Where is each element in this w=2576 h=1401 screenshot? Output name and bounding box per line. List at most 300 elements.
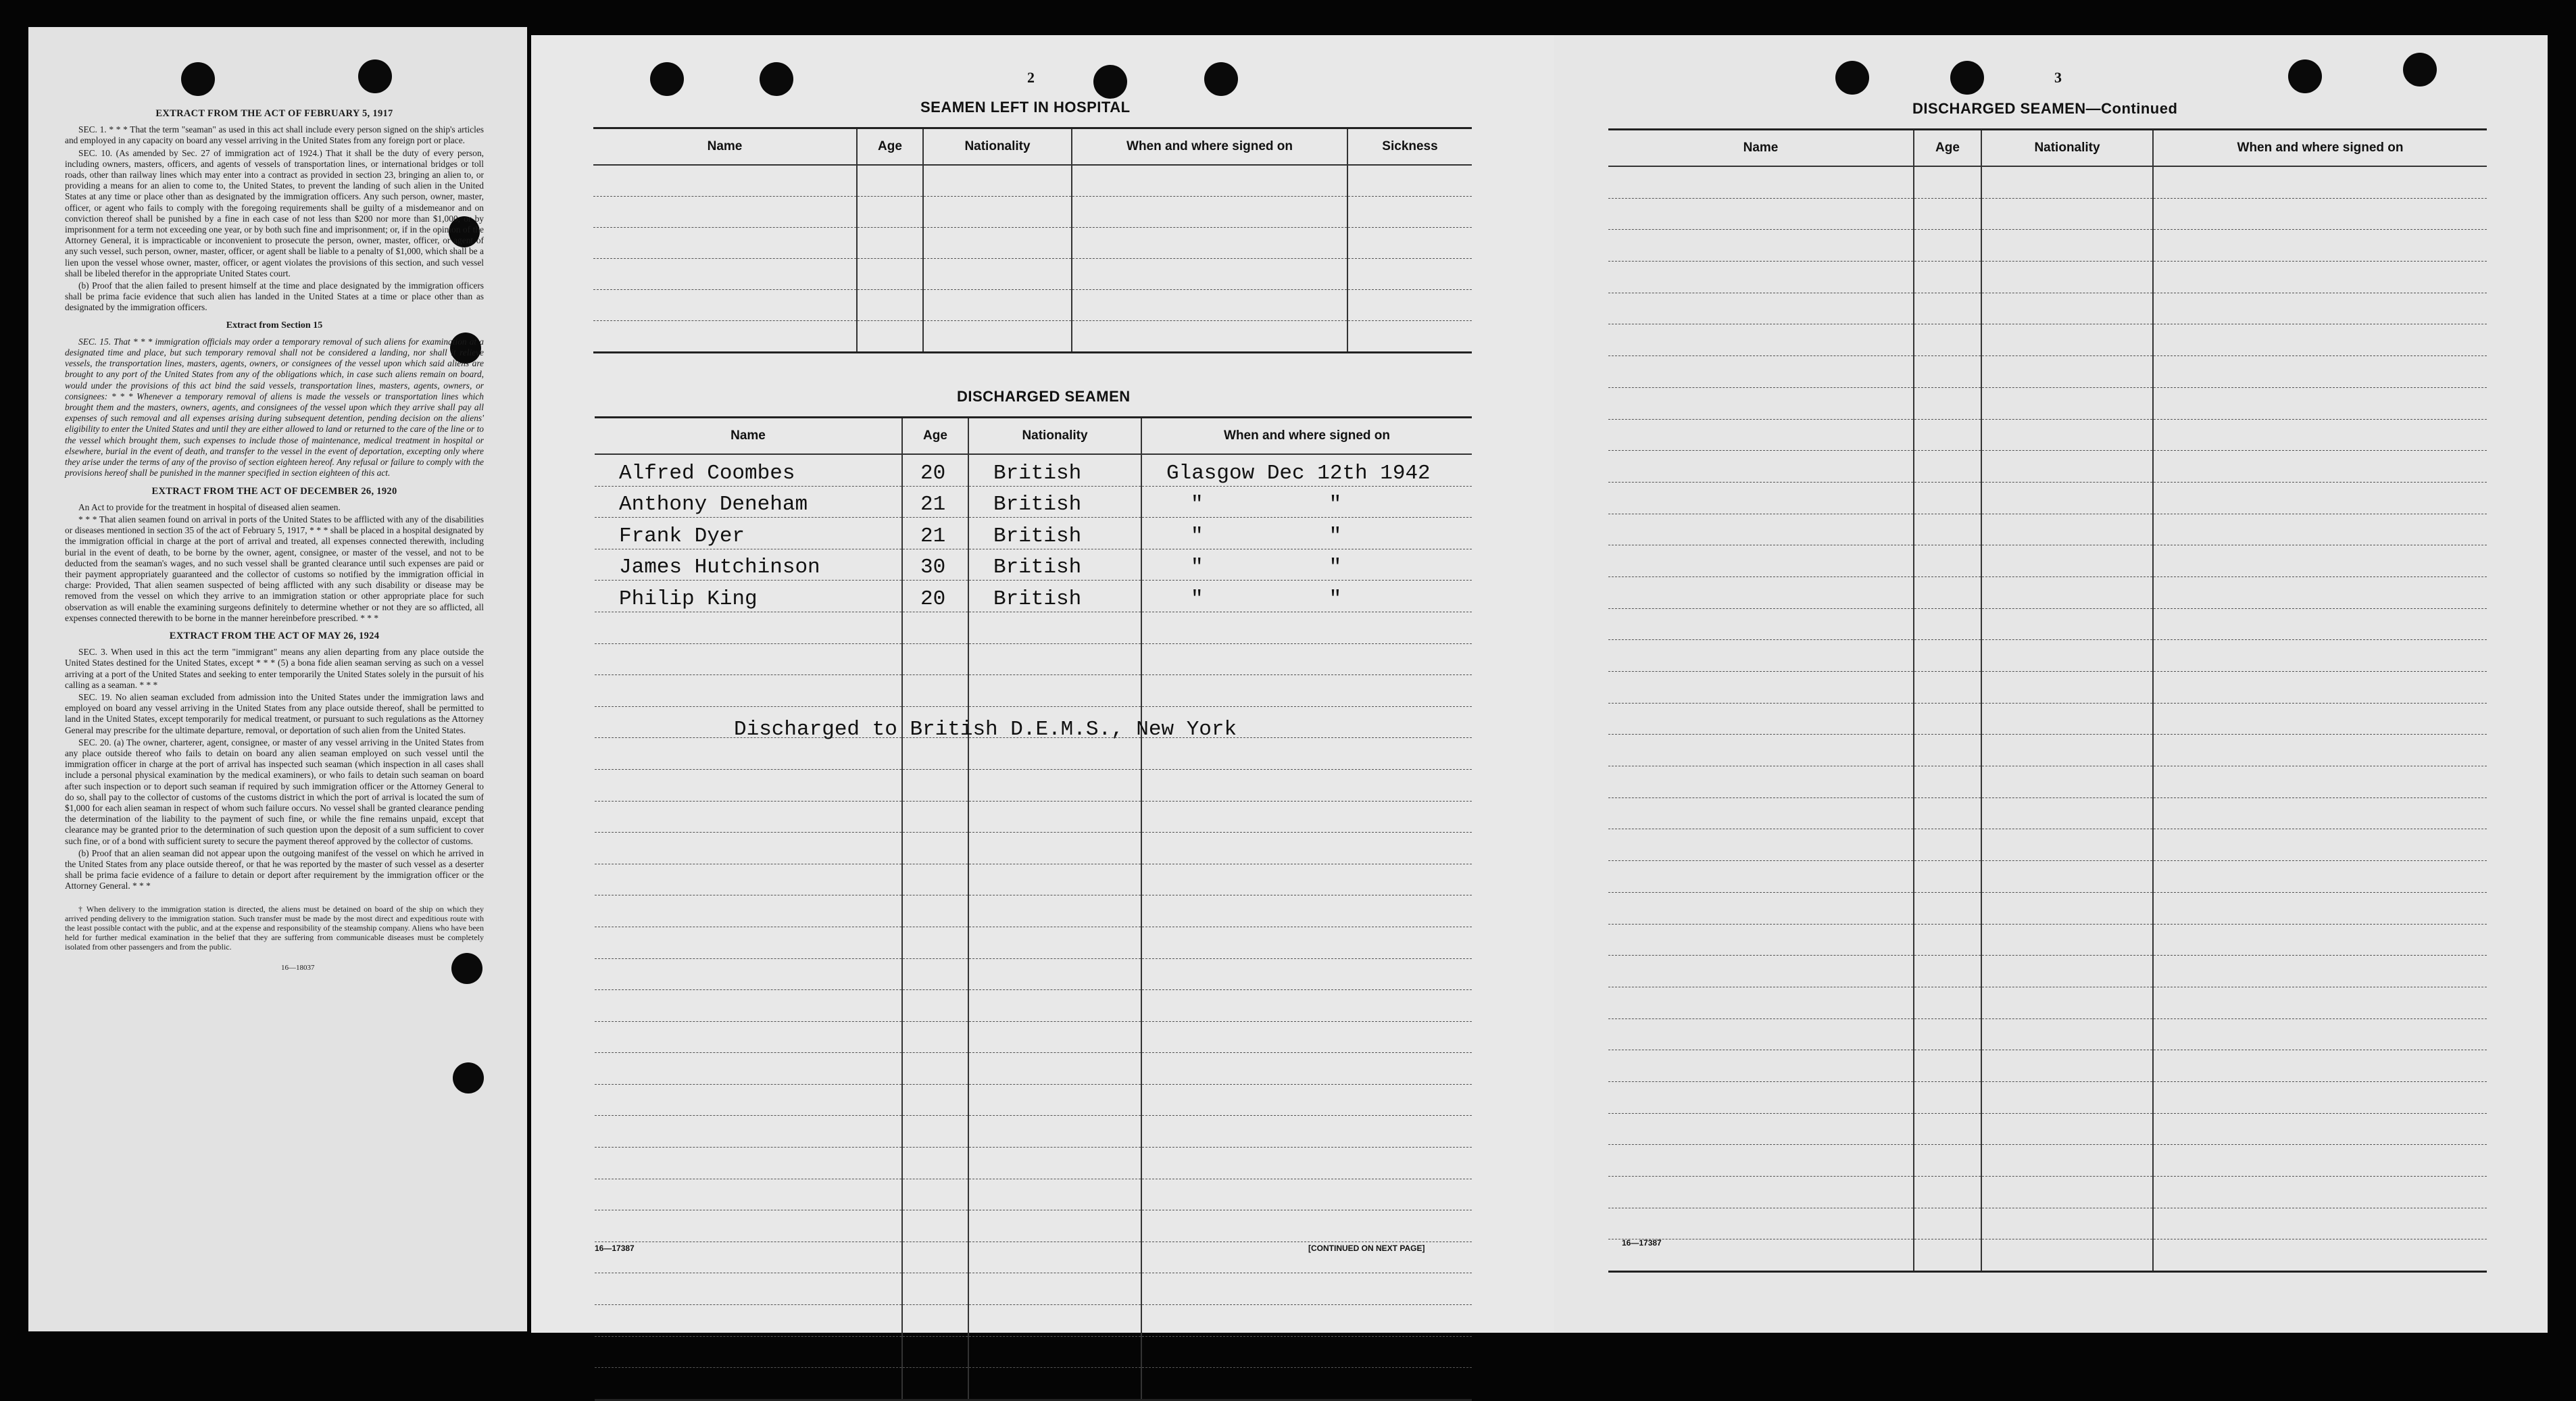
cell-value: 20	[920, 587, 946, 611]
table-cell	[1141, 675, 1472, 707]
table-cell	[902, 990, 968, 1022]
table-row	[1608, 735, 2487, 766]
table-cell	[968, 958, 1141, 990]
table-cell	[1914, 956, 1981, 987]
table-cell	[595, 1242, 902, 1273]
cell-value: Glasgow Dec 12th 1942	[1166, 461, 1431, 485]
table-cell	[1608, 1050, 1914, 1082]
table-cell	[1608, 545, 1914, 577]
table-cell	[1072, 321, 1347, 353]
table-cell	[968, 1148, 1141, 1179]
table-cell	[1608, 766, 1914, 798]
table-cell	[1981, 1208, 2153, 1239]
table-cell	[1981, 262, 2153, 293]
table-cell	[857, 197, 923, 228]
table-cell	[1981, 514, 2153, 545]
table-cell	[595, 801, 902, 833]
table-cell	[902, 518, 968, 549]
table-cell	[1914, 829, 1981, 861]
table-row	[595, 1021, 1472, 1053]
table-cell	[1608, 576, 1914, 608]
table-cell	[968, 486, 1141, 518]
table-cell	[1608, 829, 1914, 861]
table-cell	[1981, 640, 2153, 672]
table-cell	[923, 197, 1072, 228]
cell-value: Alfred Coombes	[619, 461, 795, 485]
cell-value: British	[993, 587, 1082, 611]
table-cell	[595, 1273, 902, 1305]
table-cell	[1914, 230, 1981, 262]
table-row	[595, 990, 1472, 1022]
table-cell	[595, 643, 902, 675]
table-cell	[1608, 861, 1914, 893]
table-cell	[1981, 545, 2153, 577]
table-row	[593, 321, 1472, 353]
table-cell	[595, 486, 902, 518]
table-cell	[595, 1116, 902, 1148]
table-cell	[902, 1336, 968, 1368]
table-cell	[902, 927, 968, 958]
table-row	[1608, 987, 2487, 1018]
table-cell	[902, 1305, 968, 1337]
heading-section-15: Extract from Section 15	[226, 320, 323, 330]
table-cell	[595, 1053, 902, 1085]
table-cell	[1608, 987, 1914, 1018]
table-cell	[968, 518, 1141, 549]
act-1920-text: * * * That alien seamen found on arrival in ports of the United States to be afflicted with any of the disabilities or diseases mentioned in section 35 of the act of February 5, 1917, * * * shall be placed in a hospital designated by the immigration official in charge at the port of arrival and treated, all expenses connected therewith, including burial in the event of death, to be borne by the owner, agent, consignee, or master of the vessel, and not to be deducted from the seaman's wages, and no such vessel shall be granted clearance until such expenses are paid or their payment appropriately guaranteed and the collector of customs so notified by the immigration official in charge: Provided, That alien seamen suspected of being afflicted with any such disability or disease may be removed from the vessel on which they arrive to an immigration station or other appropriate place for such observation as will enable the examining surgeons definitely to determine whether or not they are so afflicted, all expenses connected therewith to be borne in the manner hereinbefore prescribed. * * *	[65, 514, 484, 623]
table-cell	[1914, 1239, 1981, 1272]
table-cell	[1141, 612, 1472, 643]
table-cell	[1981, 230, 2153, 262]
table-cell	[2153, 356, 2487, 388]
table-cell	[1608, 1018, 1914, 1050]
table-row	[595, 1368, 1472, 1400]
punch-hole	[1204, 62, 1238, 96]
punch-hole	[2403, 53, 2437, 87]
table-cell	[1981, 576, 2153, 608]
table-cell	[968, 1336, 1141, 1368]
table-cell	[1141, 1273, 1472, 1305]
table-cell	[1347, 321, 1472, 353]
table-cell	[1141, 895, 1472, 927]
table-row	[595, 643, 1472, 675]
table-cell	[1141, 486, 1472, 518]
section-10b-text: (b) Proof that the alien failed to present himself at the time and place designated by the immigration officers shall be prima facie evidence that such alien has landed in the United States at a time or place other than as designated by the immigration officers.	[65, 280, 484, 313]
table-row	[595, 895, 1472, 927]
punch-hole	[650, 62, 684, 96]
table-cell	[595, 1210, 902, 1242]
table-cell	[1914, 482, 1981, 514]
table-cell	[1981, 703, 2153, 735]
table-row	[1608, 198, 2487, 230]
table-cell	[1914, 924, 1981, 956]
table-cell	[2153, 419, 2487, 451]
table-cell	[1141, 643, 1472, 675]
punch-hole	[1093, 65, 1127, 99]
table-cell	[1347, 165, 1472, 197]
cell-value: 21	[920, 524, 946, 548]
table-cell	[1072, 165, 1347, 197]
table-row	[595, 1179, 1472, 1210]
column-header: Nationality	[1981, 130, 2153, 167]
column-header: Sickness	[1347, 128, 1472, 166]
discharge-remark: Discharged to British D.E.M.S., New York	[734, 718, 1237, 741]
table-cell	[857, 290, 923, 321]
table-cell	[2153, 262, 2487, 293]
table-cell	[595, 675, 902, 707]
table-cell	[1981, 797, 2153, 829]
section-15-text: SEC. 15. That * * * immigration officials may order a temporary removal of such aliens for examination at a designated time and place, but such temporary removal shall not be considered a landing, nor shall it relieve vessels, the transportation lines, masters, agents, owners, or consignees of the vessel upon which said aliens are brought to any port of the United States from any of the obligations which, in case such aliens remain on board, would under the provisions of this act bind the said vessels, transportation lines, masters, agents, owners, or consignees: * * * Whenever a temporary removal of aliens is made the vessels or transportation lines which brought them and the masters, owners, agents, and consignees of the vessel upon which they arrive shall pay all expenses of such removal and all expenses arising during subsequent detention, pending decision on the aliens' eligibility to enter the United States and until they are either allowed to land or returned to the care of the line or to the vessel which brought them, such expenses to include those of maintenance, medical treatment in hospital or elsewhere, burial in the event of death, and transfer to the vessel in the event of deportation, excepting only where they arise under the terms of any of the proviso of section eighteen hereof. Any refusal or failure to comply with the provisions hereof shall be punished in the manner specified in section eighteen of this act.	[65, 336, 484, 478]
table-cell	[2153, 230, 2487, 262]
punch-hole	[760, 62, 793, 96]
table-cell	[593, 228, 857, 259]
table-cell	[1981, 356, 2153, 388]
cell-value: British	[993, 461, 1082, 485]
table-cell	[968, 1179, 1141, 1210]
table-cell	[1608, 356, 1914, 388]
table-cell	[595, 958, 902, 990]
legal-extracts	[65, 101, 484, 973]
table-cell	[1981, 451, 2153, 483]
table-cell	[902, 1084, 968, 1116]
table-cell	[1914, 545, 1981, 577]
heading-act-1920: EXTRACT FROM THE ACT OF DECEMBER 26, 1920	[151, 485, 397, 497]
table-cell	[1914, 703, 1981, 735]
table-row	[1608, 1145, 2487, 1177]
table-cell	[902, 895, 968, 927]
table-cell	[595, 864, 902, 895]
table-cell	[902, 864, 968, 895]
table-cell	[902, 738, 968, 770]
table-cell	[2153, 861, 2487, 893]
punch-hole	[1950, 61, 1984, 95]
table-cell	[968, 1053, 1141, 1085]
table-cell	[968, 643, 1141, 675]
table-row	[1608, 1081, 2487, 1113]
table-cell	[968, 864, 1141, 895]
table-cell	[593, 259, 857, 290]
table-cell	[1141, 1084, 1472, 1116]
table-cell	[2153, 766, 2487, 798]
table-cell	[595, 612, 902, 643]
table-cell	[1981, 1113, 2153, 1145]
table-row	[595, 1305, 1472, 1337]
table-cell	[1608, 230, 1914, 262]
table-cell	[2153, 829, 2487, 861]
table-cell	[2153, 987, 2487, 1018]
table-cell	[1608, 451, 1914, 483]
table-row	[1608, 514, 2487, 545]
table-cell	[1347, 259, 1472, 290]
table-cell	[1981, 166, 2153, 198]
table-row	[1608, 1113, 2487, 1145]
table-cell	[857, 228, 923, 259]
table-cell	[2153, 576, 2487, 608]
table-row	[593, 165, 1472, 197]
table-row	[595, 738, 1472, 770]
cell-value: " "	[1191, 556, 1342, 580]
table-cell	[593, 165, 857, 197]
table-cell	[1608, 198, 1914, 230]
hospital-table	[593, 127, 1472, 353]
table-cell	[1608, 166, 1914, 198]
table-cell	[968, 1116, 1141, 1148]
table-cell	[1608, 892, 1914, 924]
left-form-number: 16—18037	[281, 963, 315, 972]
table-cell	[2153, 892, 2487, 924]
table-cell	[1981, 324, 2153, 356]
table-cell	[595, 738, 902, 770]
table-cell	[968, 769, 1141, 801]
table-row	[595, 1116, 1472, 1148]
table-cell	[1981, 892, 2153, 924]
table-cell	[1914, 735, 1981, 766]
table-cell	[1981, 829, 2153, 861]
table-cell	[1914, 387, 1981, 419]
table-cell	[2153, 1177, 2487, 1208]
table-cell	[1914, 576, 1981, 608]
table-cell	[968, 801, 1141, 833]
table-cell	[1141, 1148, 1472, 1179]
act-1920-intro: An Act to provide for the treatment in hospital of diseased alien seamen.	[78, 501, 341, 512]
table-cell	[1141, 1336, 1472, 1368]
table-cell	[1914, 1208, 1981, 1239]
table-cell	[2153, 640, 2487, 672]
cell-value: James Hutchinson	[619, 556, 820, 580]
column-header: Name	[593, 128, 857, 166]
table-cell	[595, 549, 902, 581]
table-row	[1608, 956, 2487, 987]
table-row	[1608, 766, 2487, 798]
table-cell	[1914, 797, 1981, 829]
table-cell	[902, 833, 968, 864]
table-row	[1608, 166, 2487, 198]
act-1924-sec20: SEC. 20. (a) The owner, charterer, agent, consignee, or master of any vessel arriving in the United States from any place outside thereof who fails to detain on board any alien seaman employed on such vessel until the immigration officer in charge at the port of arrival has inspected such seaman (which inspection in all cases shall include a personal physical examination by the medical examiners), or who fails to detain such seaman on board after such inspection or to deport such seaman if required by such immigration officer or the Attorney General to do so, shall pay to the collector of customs of the customs district in which the port of arrival is located the sum of $1,000 for each alien seaman in respect of whom such failure occurs. No vessel shall be granted clearance pending the determination of the liability to the payment of such fine, or while the fine remains unpaid, except that clearance may be granted prior to the determination of such question upon the deposit of a sum sufficient to cover such fine, or of a bond with sufficient surety to secure the payment thereof approved by the collector of customs.	[65, 737, 484, 846]
table-row	[1608, 1177, 2487, 1208]
table-row	[595, 675, 1472, 707]
table-cell	[968, 1021, 1141, 1053]
table-cell	[902, 1273, 968, 1305]
table-cell	[595, 1021, 902, 1053]
table-cell	[1981, 482, 2153, 514]
table-cell	[857, 165, 923, 197]
table-cell	[2153, 451, 2487, 483]
table-cell	[1914, 608, 1981, 640]
table-cell	[968, 1368, 1141, 1400]
table-row	[595, 769, 1472, 801]
table-cell	[1141, 801, 1472, 833]
table-row	[1608, 262, 2487, 293]
table-cell	[2153, 1018, 2487, 1050]
table-cell	[595, 454, 902, 486]
table-row	[595, 1053, 1472, 1085]
table-cell	[1914, 1081, 1981, 1113]
table-cell	[902, 801, 968, 833]
table-cell	[1608, 1081, 1914, 1113]
table-cell	[1141, 518, 1472, 549]
column-header: When and where signed on	[1141, 418, 1472, 455]
table-row	[595, 864, 1472, 895]
table-cell	[1914, 166, 1981, 198]
table-cell	[968, 990, 1141, 1022]
table-cell	[1141, 1368, 1472, 1400]
table-cell	[1914, 451, 1981, 483]
discharged-section-title: DISCHARGED SEAMEN	[957, 388, 1131, 405]
section-1-text: SEC. 1. * * * That the term "seaman" as used in this act shall include every person signed on the ship's articles and employed in any capacity on board any vessel arriving in the United States from any foreign port or place.	[65, 124, 484, 146]
table-row	[1608, 230, 2487, 262]
table-row	[1608, 387, 2487, 419]
table-cell	[968, 549, 1141, 581]
table-cell	[1141, 1305, 1472, 1337]
table-cell	[595, 990, 902, 1022]
table-cell	[2153, 1208, 2487, 1239]
table-cell	[1608, 482, 1914, 514]
table-cell	[1347, 228, 1472, 259]
table-cell	[595, 1368, 902, 1400]
table-cell	[902, 643, 968, 675]
table-row	[1608, 924, 2487, 956]
table-cell	[902, 454, 968, 486]
table-cell	[1914, 672, 1981, 704]
table-cell	[1914, 198, 1981, 230]
page-number-2: 2	[1027, 69, 1035, 86]
table-cell	[2153, 1081, 2487, 1113]
table-cell	[595, 1148, 902, 1179]
table-cell	[968, 738, 1141, 770]
table-cell	[595, 769, 902, 801]
table-cell	[968, 1084, 1141, 1116]
punch-hole	[453, 1062, 484, 1093]
table-cell	[902, 1242, 968, 1273]
continued-note: [CONTINUED ON NEXT PAGE]	[1308, 1244, 1425, 1253]
table-cell	[1981, 608, 2153, 640]
heading-act-1917: EXTRACT FROM THE ACT OF FEBRUARY 5, 1917	[155, 108, 393, 119]
table-row	[595, 612, 1472, 643]
table-cell	[968, 675, 1141, 707]
table-row	[1608, 640, 2487, 672]
table-cell	[2153, 1145, 2487, 1177]
table-cell	[1072, 290, 1347, 321]
table-cell	[857, 259, 923, 290]
punch-hole	[2288, 59, 2322, 93]
table-cell	[1347, 290, 1472, 321]
table-cell	[923, 259, 1072, 290]
table-row	[595, 549, 1472, 581]
table-cell	[1914, 324, 1981, 356]
column-header: Age	[1914, 130, 1981, 167]
cell-value: British	[993, 493, 1082, 517]
table-row	[1608, 608, 2487, 640]
table-cell	[2153, 672, 2487, 704]
table-cell	[1981, 956, 2153, 987]
table-cell	[902, 1210, 968, 1242]
discharged-table	[595, 416, 1472, 1401]
cell-value: " "	[1191, 524, 1342, 548]
table-cell	[2153, 1239, 2487, 1272]
table-cell	[1914, 293, 1981, 324]
column-header: When and where signed on	[2153, 130, 2487, 167]
cell-value: 30	[920, 556, 946, 580]
table-row	[1608, 829, 2487, 861]
table-cell	[968, 833, 1141, 864]
table-cell	[1608, 703, 1914, 735]
table-cell	[1914, 987, 1981, 1018]
table-cell	[2153, 198, 2487, 230]
table-cell	[2153, 608, 2487, 640]
table-row	[595, 1336, 1472, 1368]
table-row	[595, 454, 1472, 486]
table-cell	[1981, 766, 2153, 798]
table-cell	[2153, 735, 2487, 766]
punch-hole	[181, 62, 215, 96]
continued-table	[1608, 128, 2487, 1273]
table-cell	[968, 1242, 1141, 1273]
table-row	[1608, 1050, 2487, 1082]
cell-value: 20	[920, 461, 946, 485]
table-cell	[1608, 924, 1914, 956]
table-cell	[902, 581, 968, 612]
table-row	[595, 801, 1472, 833]
cell-value: " "	[1191, 587, 1342, 611]
table-cell	[1347, 197, 1472, 228]
table-cell	[1141, 833, 1472, 864]
table-cell	[1981, 387, 2153, 419]
table-cell	[1914, 1018, 1981, 1050]
table-cell	[968, 454, 1141, 486]
table-row	[1608, 482, 2487, 514]
table-row	[1608, 861, 2487, 893]
table-cell	[1608, 262, 1914, 293]
table-row	[1608, 1208, 2487, 1239]
table-row	[593, 259, 1472, 290]
table-row	[1608, 576, 2487, 608]
table-cell	[1608, 293, 1914, 324]
table-cell	[595, 927, 902, 958]
table-row	[1608, 1018, 2487, 1050]
table-cell	[1141, 927, 1472, 958]
table-cell	[593, 197, 857, 228]
table-cell	[2153, 482, 2487, 514]
table-cell	[1141, 1179, 1472, 1210]
column-header: Nationality	[968, 418, 1141, 455]
table-cell	[1608, 672, 1914, 704]
table-cell	[968, 612, 1141, 643]
table-row	[595, 1210, 1472, 1242]
table-cell	[1141, 1021, 1472, 1053]
cell-value: 21	[920, 493, 946, 517]
act-1924-sec20b: (b) Proof that an alien seaman did not appear upon the outgoing manifest of the vessel on which he arrived in the United States from any place outside thereof, or that he was reported by the master of such vessel as a deserter shall be prima facie evidence of a failure to detain or deport after requirement by the immigration officer or the Attorney General. * * *	[65, 847, 484, 891]
table-row	[1608, 797, 2487, 829]
table-cell	[1608, 608, 1914, 640]
table-cell	[1608, 1208, 1914, 1239]
table-cell	[923, 290, 1072, 321]
table-cell	[595, 1305, 902, 1337]
table-cell	[1981, 735, 2153, 766]
table-cell	[923, 321, 1072, 353]
table-cell	[1141, 738, 1472, 770]
heading-act-1924: EXTRACT FROM THE ACT OF MAY 26, 1924	[169, 630, 380, 641]
table-cell	[1141, 581, 1472, 612]
table-row	[1608, 672, 2487, 704]
table-cell	[1914, 1145, 1981, 1177]
column-header: Age	[902, 418, 968, 455]
table-cell	[2153, 166, 2487, 198]
table-cell	[1141, 1210, 1472, 1242]
table-row	[595, 486, 1472, 518]
page-2-form-number: 16—17387	[595, 1244, 635, 1253]
table-cell	[1608, 1145, 1914, 1177]
table-row	[1608, 703, 2487, 735]
